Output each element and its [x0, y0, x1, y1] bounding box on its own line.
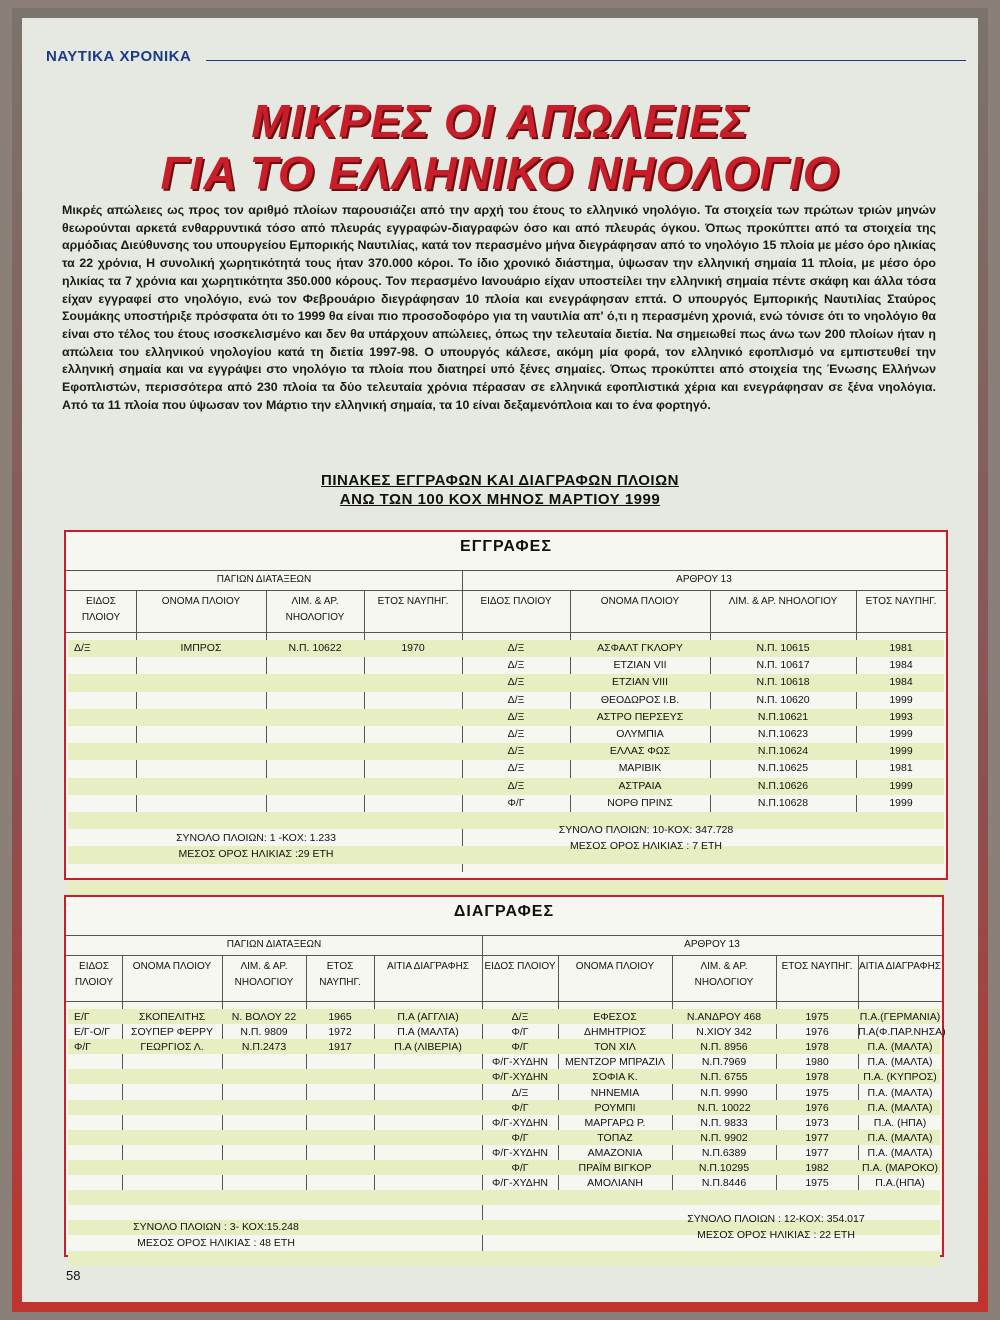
table-cell-reason: Π.Α. (ΜΑΛΤΑ) — [867, 1146, 933, 1159]
table-cell-reg: Ν.Π. 10615 — [756, 642, 810, 654]
column-header-reg: ΛΙΜ. & ΑΡ. ΝΗΟΛΟΓΙΟΥ — [285, 596, 345, 623]
table-cell-year: 1970 — [401, 642, 425, 654]
table-cell-name: ΟΛΥΜΠΙΑ — [616, 728, 664, 740]
table-cell-type: Φ/Γ — [511, 1026, 529, 1039]
table-cell-name: ΕΤΖΙΑΝ VII — [613, 659, 667, 672]
table-cell-reg: Ν.Π.10621 — [757, 710, 809, 723]
table-cell-year: 1981 — [889, 642, 913, 654]
group-title-article13: ΑΡΘΡΟΥ 13 — [676, 574, 732, 585]
table-cell-year: 1999 — [889, 745, 913, 758]
registrations-table — [64, 530, 948, 880]
table-cell-reason: Π.Α. (ΜΑΡΟΚΟ) — [861, 1162, 939, 1174]
column-header-year: ΕΤΟΣ ΝΑΥΠΗΓ. — [781, 961, 853, 972]
column-header-name: ΟΝΟΜΑ ΠΛΟΙΟΥ — [161, 596, 241, 607]
table-cell-name: ΠΡΑΪΜ ΒΙΓΚΟΡ — [578, 1162, 652, 1174]
column-header-reg: ΛΙΜ. & ΑΡ. ΝΗΟΛΟΓΙΟΥ — [728, 596, 838, 607]
table-cell-type: Δ/Ξ — [507, 659, 525, 672]
table-cell-type: Δ/Ξ — [507, 693, 525, 706]
table-cell-year: 1975 — [805, 1011, 829, 1023]
table-cell-year: 1999 — [889, 693, 913, 706]
table-cell-type: Φ/Γ-ΧΥΔΗΝ — [492, 1177, 548, 1190]
summary-left-line-1: ΣΥΝΟΛΟ ΠΛΟΙΩΝ : 3- ΚΟΧ:15.248 — [133, 1221, 299, 1233]
table-cell-type: Φ/Γ-ΧΥΔΗΝ — [492, 1056, 548, 1069]
tables-title-line-1: ΠΙΝΑΚΕΣ ΕΓΓΡΑΦΩΝ ΚΑΙ ΔΙΑΓΡΑΦΩΝ ΠΛΟΙΩΝ — [321, 472, 679, 489]
table-cell-name: ΔΗΜΗΤΡΙΟΣ — [584, 1026, 646, 1039]
table-cell-name: ΜΑΡΙΒΙΚ — [618, 762, 662, 775]
table-cell-name: ΣΚΟΠΕΛΙΤΗΣ — [138, 1011, 206, 1023]
column-header-name: ΟΝΟΜΑ ΠΛΟΙΟΥ — [575, 961, 655, 972]
table-cell-reason: Π.Α. (ΚΥΠΡΟΣ) — [863, 1071, 937, 1084]
table-cell-year: 1965 — [328, 1011, 352, 1023]
table-cell-year: 1984 — [889, 676, 913, 689]
table-rule-group — [66, 955, 942, 956]
table-cell-reg: Ν.Π.10626 — [757, 779, 809, 792]
table-cell-reason: Π.Α. (ΜΑΛΤΑ) — [867, 1101, 933, 1114]
table-cell-type: Φ/Γ — [511, 1101, 529, 1114]
table-cell-year: 1972 — [328, 1026, 352, 1039]
article-body: Μικρές απώλειες ως προς τον αριθμό πλοίων παρουσιάζει από την αρχή του έτους το ελληνικό νηολόγιο. Τα στοιχεία των πρώτων τριών μηνών θεωρούνται αρκετά ενθαρρυντικά τόσο από πλευράς εγγραφών-διαγραφών όσο και από πλευράς όγκου. Όπως προκύπτει από τα στοιχεία της αρμόδιας Διεύθυνσης του υπουργείου Εμπορικής Ναυτιλίας, κατά τον περασμένο μήνα διεγράφησαν από το νηολόγιο 15 πλοία με μέσο όρο ηλικίας τα 22 χρόνια, Η συνολική χωρητικότητά τους ήταν 370.000 κόροι. Το ίδιο χρονικό διάστημα, ύψωσαν την ελληνική σημαία 11 πλοία, με μέσο όρο ηλικίας τα 7 χρόνια και χωρητικότητα 350.000 κόρους. Τον περασμένο Ιανουάριο είχαν υποστείλει την ελληνική σημαία πέντε σκάφη και άλλα τόσα είχαν εγγραφεί στο νηολόγιο, ενώ τον Φεβρουάριο διεγράφησαν 10 πλοία και ενεγράφησαν επτά. Ο υπουργός Εμπορικής Ναυτιλίας Σταύρος Σουμάκης υποστήριξε πρόσφατα ότι το 1999 θα είναι πιο προσοδοφόρο για τη ναυτιλία απ' ό,τι η περασμένη χρονιά, ενώ τόνισε ότι το νηολόγιο θα είναι στο τέλος του έτους ισοσκελισμένο και δεν θα υπάρχουν απώλειες, όπως την τελευταία διετία. Να σημειωθεί πως άνω των 200 πλοίων ήταν η απώλεια του ελληνικού νηολογίου κατά τη διετία 1997-98. Ο υπουργός κάλεσε, ακόμη μία φορά, τον ελληνικό εφοπλισμό να εμπιστευθεί την ελληνική σημαία και να εγγράψει στο νηολόγιο τα πλοία που διατηρεί υπό ξένες σημαίες. Όπως προκύπτει από στοιχεία της Ένωσης Ελλήνων Εφοπλιστών, περισσότερα από 230 πλοία τα δύο τελευταία χρόνια πέρασαν σε ελληνικά εφοπλιστικά χέρια και ενεγράφησαν σε ξένα νηολόγια. Από τα 11 πλοία που ύψωσαν τον Μάρτιο την ελληνική σημαία, τα 10 είναι δεξαμενόπλοια και το ένα φορτηγό. — [62, 203, 936, 412]
table-cell-reason: Π.Α(Φ.ΠΑΡ.ΝΗΣΑ) — [858, 1026, 946, 1039]
table-cell-reason: Π.Α. (ΜΑΛΤΑ) — [867, 1056, 933, 1069]
table-cell-reg: Ν.Π.10628 — [757, 796, 809, 809]
table-cell-name: ΑΣΤΡΑΙΑ — [618, 779, 662, 792]
table-cell-name: ΑΜΟΛΙΑΝΗ — [587, 1177, 643, 1190]
table-cell-name: ΓΕΩΡΓΙΟΣ Λ. — [140, 1041, 204, 1054]
table-cell-reg: Ν.Π.10623 — [757, 728, 809, 740]
deletions-title: ΔΙΑΓΡΑΦΕΣ — [453, 903, 555, 920]
table-cell-type: Φ/Γ — [74, 1041, 92, 1054]
table-cell-reason: Π.Α.(ΓΕΡΜΑΝΙΑ) — [859, 1011, 941, 1023]
page-number: 58 — [66, 1268, 81, 1283]
table-cell-year: 1980 — [805, 1056, 829, 1069]
table-cell-name: ΘΕΟΔΩΡΟΣ Ι.Β. — [600, 693, 680, 706]
deletions-table — [64, 895, 944, 1257]
table-cell-reg: Ν.Π. 10022 — [697, 1101, 751, 1114]
table-cell-reg: Ν.Π. 10617 — [756, 659, 810, 672]
table-cell-year: 1999 — [889, 728, 913, 740]
table-cell-name: ΑΣΤΡΟ ΠΕΡΣΕΥΣ — [596, 710, 684, 723]
table-cell-reg: Ν.Π. 9990 — [700, 1086, 748, 1099]
table-cell-name: ΕΤΖΙΑΝ VIII — [611, 676, 668, 689]
table-cell-type: Φ/Γ — [507, 796, 525, 809]
table-rule-top — [66, 570, 946, 571]
table-cell-year: 1976 — [805, 1101, 829, 1114]
table-cell-year: 1999 — [889, 796, 913, 809]
table-cell-year: 1917 — [328, 1041, 352, 1054]
column-header-year: ΕΤΟΣ ΝΑΥΠΗΓ. — [319, 961, 361, 988]
table-cell-reason: Π.Α. (ΜΑΛΤΑ) — [867, 1086, 933, 1099]
table-cell-reg: Ν.Π. 10618 — [756, 676, 810, 689]
table-cell-reg: Ν.Π. 10622 — [288, 642, 342, 654]
table-cell-reg: Ν.Π.2473 — [241, 1041, 287, 1054]
column-header-type: ΕΙΔΟΣ ΠΛΟΙΟΥ — [74, 961, 114, 988]
table-cell-reg: Ν.Π.10295 — [698, 1162, 750, 1174]
summary-left-line-2: ΜΕΣΟΣ ΟΡΟΣ ΗΛΙΚΙΑΣ : 48 ΕΤΗ — [137, 1237, 295, 1249]
table-cell-type: Φ/Γ — [511, 1131, 529, 1144]
column-header-reason: ΑΙΤΙΑ ΔΙΑΓΡΑΦΗΣ — [386, 961, 469, 972]
table-cell-reason: Π.Α. (ΜΑΛΤΑ) — [867, 1041, 933, 1054]
table-cell-type: Φ/Γ-ΧΥΔΗΝ — [492, 1146, 548, 1159]
table-cell-type: Δ/Ξ — [507, 710, 525, 723]
registrations-title: ΕΓΓΡΑΦΕΣ — [460, 538, 552, 555]
summary-right-line-2: ΜΕΣΟΣ ΟΡΟΣ ΗΛΙΚΙΑΣ : 22 ΕΤΗ — [697, 1229, 855, 1241]
table-cell-name: ΣΟΥΠΕΡ ΦΕΡΡΥ — [130, 1026, 214, 1039]
row-band — [68, 1251, 940, 1266]
table-cell-type: Ε/Γ-Ο/Γ — [74, 1026, 111, 1039]
column-header-year: ΕΤΟΣ ΝΑΥΠΗΓ. — [865, 596, 937, 607]
table-cell-year: 1973 — [805, 1116, 829, 1129]
table-cell-year: 1982 — [805, 1162, 829, 1174]
table-cell-name: ΙΜΠΡΟΣ — [180, 642, 222, 654]
table-cell-reason: Π.Α (ΜΑΛΤΑ) — [397, 1026, 459, 1039]
summary-left-line-1: ΣΥΝΟΛΟ ΠΛΟΙΩΝ: 1 -ΚΟΧ: 1.233 — [176, 832, 336, 844]
table-cell-year: 1981 — [889, 762, 913, 775]
table-cell-type: Φ/Γ — [511, 1041, 529, 1054]
table-rule-header — [66, 632, 946, 633]
table-cell-reg: Ν.Π.10624 — [757, 745, 809, 758]
table-cell-type: Δ/Ξ — [507, 642, 525, 654]
section-name: ΝΑΥΤΙΚΑ ΧΡΟΝΙΚΑ — [46, 48, 192, 65]
table-cell-name: ΕΛΛΑΣ ΦΩΣ — [609, 745, 671, 758]
table-cell-type: Δ/Ξ — [511, 1086, 529, 1099]
table-cell-type: Δ/Ξ — [507, 779, 525, 792]
table-cell-reg: Ν.Π. 10620 — [756, 693, 810, 706]
tables-title-line-2: ΑΝΩ ΤΩΝ 100 ΚΟΧ ΜΗΝΟΣ ΜΑΡΤΙΟΥ 1999 — [339, 491, 661, 508]
table-cell-name: ΑΜΑΖΟΝΙΑ — [587, 1146, 643, 1159]
row-band — [68, 1190, 940, 1205]
table-cell-type: Φ/Γ-ΧΥΔΗΝ — [492, 1116, 548, 1129]
table-cell-name: ΕΦΕΣΟΣ — [593, 1011, 637, 1023]
table-cell-reg: Ν.Π. 9902 — [700, 1131, 748, 1144]
headline-line-2: ΓΙΑ ΤΟ ΕΛΛΗΝΙΚΟ ΝΗΟΛΟΓΙΟ — [160, 147, 840, 199]
table-cell-name: ΤΟΝ ΧΙΛ — [594, 1041, 636, 1054]
group-title-article13: ΑΡΘΡΟΥ 13 — [684, 939, 740, 950]
table-cell-year: 1978 — [805, 1041, 829, 1054]
table-cell-type: Δ/Ξ — [511, 1011, 529, 1023]
group-title-permanent: ΠΑΓΙΩΝ ΔΙΑΤΑΞΕΩΝ — [226, 939, 322, 950]
summary-right-line-1: ΣΥΝΟΛΟ ΠΛΟΙΩΝ : 12-ΚΟΧ: 354.017 — [687, 1213, 865, 1225]
table-cell-type: Ε/Γ — [74, 1011, 90, 1023]
table-cell-year: 1999 — [889, 779, 913, 792]
table-cell-reg: Ν.Π. 6755 — [700, 1071, 748, 1084]
table-cell-reg: Ν.Π. 9809 — [240, 1026, 288, 1039]
column-header-type: ΕΙΔΟΣ ΠΛΟΙΟΥ — [484, 961, 556, 972]
table-cell-year: 1984 — [889, 659, 913, 672]
table-cell-name: ΜΕΝΤΖΟΡ ΜΠΡΑΖΙΛ — [565, 1056, 665, 1069]
table-cell-type: Δ/Ξ — [507, 676, 525, 689]
table-cell-name: ΜΑΡΓΑΡΩ Ρ. — [584, 1116, 646, 1129]
table-cell-year: 1975 — [805, 1086, 829, 1099]
page-header — [46, 48, 966, 68]
summary-right-line-1: ΣΥΝΟΛΟ ΠΛΟΙΩΝ: 10-ΚΟΧ: 347.728 — [558, 824, 734, 836]
table-cell-name: ΡΟΥΜΠΙ — [594, 1101, 636, 1114]
column-header-reg: ΛΙΜ. & ΑΡ. ΝΗΟΛΟΓΙΟΥ — [234, 961, 294, 988]
header-rule — [206, 60, 966, 61]
table-cell-year: 1977 — [805, 1146, 829, 1159]
table-cell-reg: Ν.Π.6389 — [701, 1146, 747, 1159]
table-cell-name: ΑΣΦΑΛΤ ΓΚΛΟΡΥ — [597, 642, 683, 654]
headline-line-1: ΜΙΚΡΕΣ ΟΙ ΑΠΩΛΕΙΕΣ — [251, 95, 749, 147]
table-rule-header — [66, 1001, 942, 1002]
table-cell-type: Δ/Ξ — [74, 642, 91, 654]
table-cell-type: Φ/Γ — [511, 1162, 529, 1174]
column-header-year: ΕΤΟΣ ΝΑΥΠΗΓ. — [377, 596, 449, 607]
table-cell-year: 1975 — [805, 1177, 829, 1190]
table-cell-reg: Ν.Π. 9833 — [700, 1116, 748, 1129]
column-header-type: ΕΙΔΟΣ ΠΛΟΙΟΥ — [480, 596, 552, 607]
summary-right-line-2: ΜΕΣΟΣ ΟΡΟΣ ΗΛΙΚΙΑΣ : 7 ΕΤΗ — [570, 840, 722, 852]
table-cell-type: Δ/Ξ — [507, 745, 525, 758]
column-header-type: ΕΙΔΟΣ ΠΛΟΙΟΥ — [81, 596, 121, 623]
table-cell-year: 1978 — [805, 1071, 829, 1084]
table-cell-reg: Ν.Π.7969 — [701, 1056, 747, 1069]
table-cell-reg: Ν. ΒΟΛΟΥ 22 — [231, 1011, 297, 1023]
table-cell-reg: Ν.Π. 8956 — [700, 1041, 748, 1054]
table-cell-reason: Π.Α (ΛΙΒΕΡΙΑ) — [394, 1041, 462, 1054]
table-cell-type: Δ/Ξ — [507, 728, 525, 740]
table-cell-reg: Ν.ΑΝΔΡΟΥ 468 — [686, 1011, 762, 1023]
table-rule-group — [66, 590, 946, 591]
table-cell-name: ΤΟΠΑΖ — [597, 1131, 633, 1144]
column-header-name: ΟΝΟΜΑ ΠΛΟΙΟΥ — [600, 596, 680, 607]
table-cell-reg: Ν.Π.10625 — [757, 762, 809, 775]
summary-left-line-2: ΜΕΣΟΣ ΟΡΟΣ ΗΛΙΚΙΑΣ :29 ΕΤΗ — [178, 848, 334, 860]
table-cell-reason: Π.Α. (ΗΠΑ) — [873, 1116, 927, 1129]
group-title-permanent: ΠΑΓΙΩΝ ΔΙΑΤΑΞΕΩΝ — [216, 574, 312, 585]
table-cell-year: 1976 — [805, 1026, 829, 1039]
table-cell-name: ΣΟΦΙΑ Κ. — [592, 1071, 638, 1084]
table-rule-top — [66, 935, 942, 936]
table-cell-name: ΝΟΡΘ ΠΡΙΝΣ — [607, 796, 673, 809]
table-cell-type: Δ/Ξ — [507, 762, 525, 775]
table-cell-type: Φ/Γ-ΧΥΔΗΝ — [492, 1071, 548, 1084]
column-header-name: ΟΝΟΜΑ ΠΛΟΙΟΥ — [132, 961, 212, 972]
table-cell-reason: Π.Α.(ΗΠΑ) — [875, 1177, 925, 1190]
table-cell-reg: Ν.ΧΙΟΥ 342 — [696, 1026, 752, 1039]
column-header-reason: ΑΙΤΙΑ ΔΙΑΓΡΑΦΗΣ — [858, 961, 941, 972]
table-cell-reason: Π.Α (ΑΓΓΛΙΑ) — [397, 1011, 459, 1023]
table-cell-year: 1977 — [805, 1131, 829, 1144]
table-cell-reason: Π.Α. (ΜΑΛΤΑ) — [867, 1131, 933, 1144]
table-cell-name: ΝΗΝΕΜΙΑ — [590, 1086, 640, 1099]
column-header-reg: ΛΙΜ. & ΑΡ. ΝΗΟΛΟΓΙΟΥ — [694, 961, 754, 988]
table-cell-year: 1993 — [889, 710, 913, 723]
table-cell-reg: Ν.Π.8446 — [701, 1177, 747, 1190]
